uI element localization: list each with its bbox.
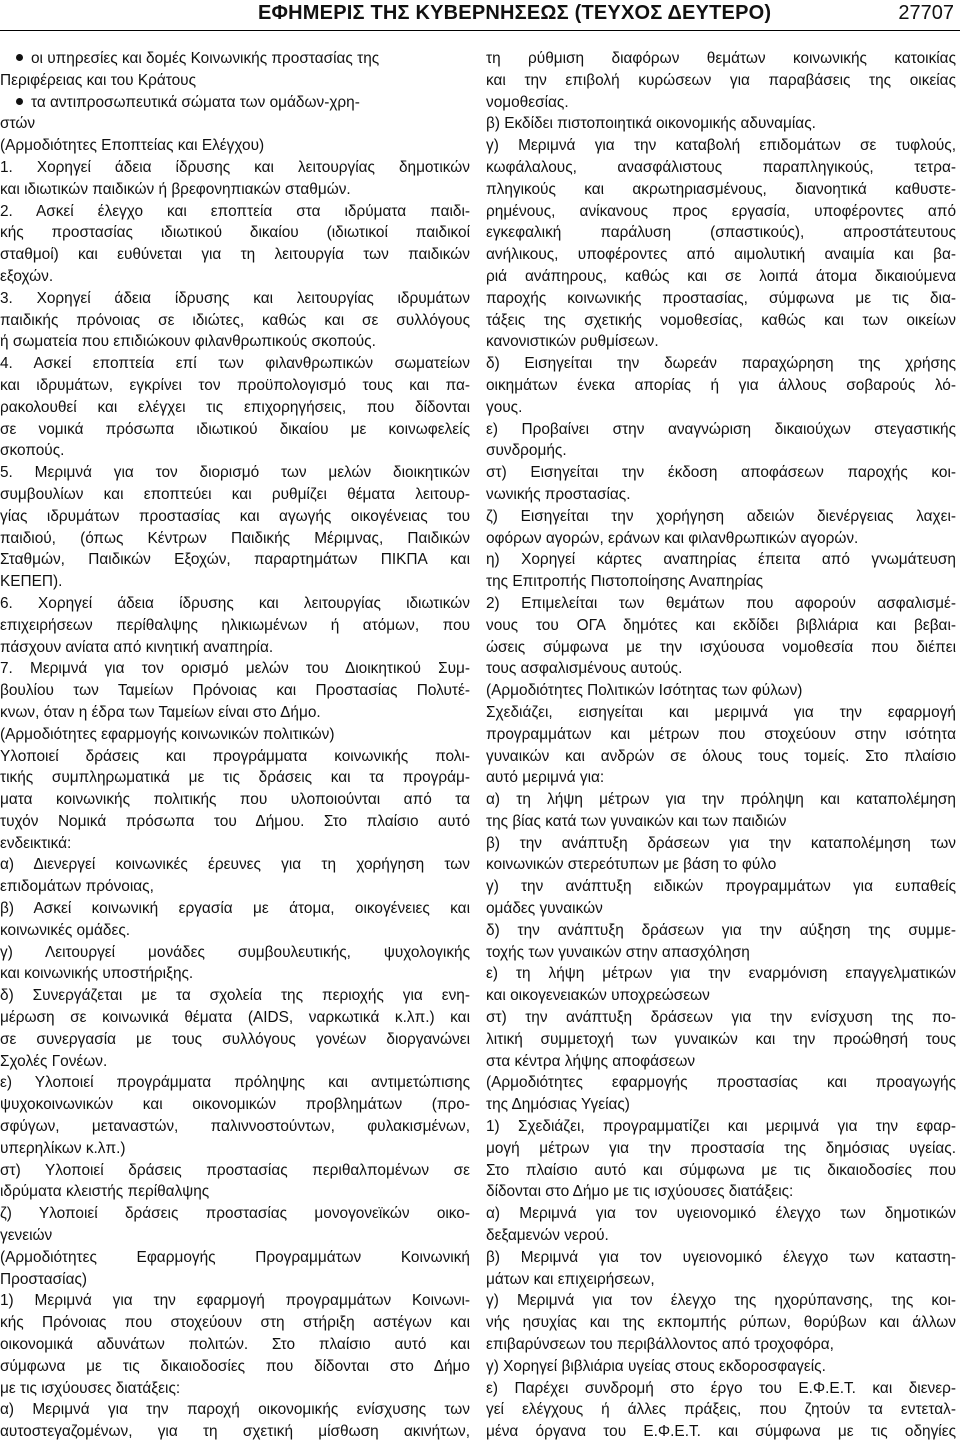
line-text: κής Πρόνοιας που στοχεύουν στη στήριξη αστέγων και — [0, 1314, 470, 1332]
line-text: 2) Επιμελείται των θεμάτων που αφορούν ασφαλισμέ- — [486, 594, 956, 612]
line-text: α) τη λήψη μέτρων για την πρόληψη και καταπολέμηση — [486, 791, 956, 809]
line-text: (Αρμοδιότητες εφαρμογής προστασίας και προαγωγής — [486, 1074, 956, 1092]
line-text: β) την ανάπτυξη δράσεων για την καταπολέμηση των — [486, 834, 956, 852]
text-line — [0, 724, 470, 746]
line-text: σκοπούς. — [0, 442, 65, 460]
text-line — [0, 135, 470, 157]
text-line — [486, 462, 956, 484]
text-line — [486, 1203, 956, 1225]
line-text: στών — [0, 115, 36, 133]
text-line — [486, 1421, 956, 1443]
line-text: 6. Χορηγεί άδεια ίδρυσης και λειτουργίας ιδιωτικών — [0, 594, 470, 612]
line-text: 2. Ασκεί έλεγχο και εποπτεία στα ιδρύματα παιδι- — [0, 202, 470, 220]
line-text: (Αρμοδιότητες Εφαρμογής Προγραμμάτων Κοινωνική — [0, 1248, 470, 1266]
line-text: και ιδιωτικών παιδικών ή βρεφονηπιακών σταθμών. — [0, 180, 351, 198]
text-line — [486, 1116, 956, 1138]
text-line — [486, 157, 956, 179]
line-text: κνων, όταν η έδρα των Ταμείων είναι στο Δήμο. — [0, 703, 321, 721]
line-text: α) Μεριμνά για την παροχή οικονομικής ενίσχυσης των — [0, 1401, 470, 1419]
line-text: τικής συμπληρωματικά με τις δράσεις και τα προγράμ- — [0, 769, 470, 787]
line-text: ενδεικτικά: — [0, 834, 72, 852]
text-line — [486, 942, 956, 964]
line-text: της Επιτροπής Πιστοποίησης Αναπηρίας — [486, 573, 764, 591]
text-line — [0, 484, 470, 506]
text-line — [486, 854, 956, 876]
line-text: 5. Μεριμνά για τον διορισμό των μελών διοικητικών — [0, 464, 470, 482]
text-line — [0, 375, 470, 397]
text-line — [0, 222, 470, 244]
line-text: β) Εκδίδει πιστοποιητικά οικονομικής αδυναμίας. — [486, 115, 816, 133]
line-text: κοινωνικές ομάδες. — [0, 921, 131, 939]
text-line — [0, 876, 470, 898]
text-line — [0, 571, 470, 593]
text-line — [486, 1051, 956, 1073]
line-text: β) Μεριμνά για τον υγειονομικό έλεγχο των καταστη- — [486, 1248, 956, 1266]
text-line — [486, 1356, 956, 1378]
text-line — [486, 1399, 956, 1421]
text-line — [486, 440, 956, 462]
bullet-icon — [16, 54, 23, 61]
line-text: οι υπηρεσίες και δομές Κοινωνικής προστασίας της — [31, 50, 380, 67]
line-text: ή σωματεία που επιδιώκουν φιλανθρωπικούς σκοπούς. — [0, 333, 376, 351]
text-line — [0, 528, 470, 550]
page-number: 27707 — [898, 2, 954, 24]
text-line — [0, 157, 470, 179]
text-line — [486, 1181, 956, 1203]
line-text: γους. — [486, 398, 523, 416]
text-line — [0, 1290, 470, 1312]
text-line — [0, 462, 470, 484]
line-text: νομοθεσίας. — [486, 93, 569, 111]
text-line — [486, 201, 956, 223]
text-line — [486, 898, 956, 920]
text-line — [486, 615, 956, 637]
text-line — [0, 397, 470, 419]
text-line — [0, 1225, 470, 1247]
text-line — [0, 1160, 470, 1182]
line-text: υπερηλίκων κ.λπ.) — [0, 1139, 126, 1157]
text-line — [0, 1116, 470, 1138]
line-text: Στο πλαίσιο αυτό και σύμφωνα με τις δικαιοδοσίες που — [486, 1161, 956, 1179]
text-line — [486, 549, 956, 571]
text-line — [0, 746, 470, 768]
line-text: οικημάτων ένεκα απορίας ή για άλλους σοβαρούς λό- — [486, 376, 956, 394]
line-text: τους ασφαλισμένους αυτούς. — [486, 660, 683, 678]
text-line — [486, 92, 956, 114]
text-line — [486, 789, 956, 811]
text-line — [0, 1334, 470, 1356]
line-text: στ) Υλοποιεί δράσεις προστασίας περιθαλπομένων σε — [0, 1161, 470, 1179]
gazette-title: ΕΦΗΜΕΡΙΣ ΤΗΣ ΚΥΒΕΡΝΗΣΕΩΣ (ΤΕΥΧΟΣ ΔΕΥΤΕΡΟ) — [258, 2, 772, 24]
text-line — [0, 942, 470, 964]
line-text: γ) Μεριμνά για τον έλεγχο της ηχορύπανσης, της κοι- — [486, 1292, 956, 1310]
text-line — [0, 593, 470, 615]
text-line — [0, 658, 470, 680]
line-text: και κοινωνικής υποστήριξης. — [0, 965, 194, 983]
line-text: γ) την ανάπτυξη ειδικών προγραμμάτων για ευπαθείς — [486, 878, 956, 896]
line-text: γ) Λειτουργεί μονάδες συμβουλευτικής, ψυχολογικής — [0, 943, 470, 961]
text-line — [486, 506, 956, 528]
text-line — [486, 48, 956, 70]
line-text: ε) Υλοποιεί προγράμματα πρόληψης και αντιμετώπισης — [0, 1074, 470, 1092]
line-text: 7. Μεριμνά για τον ορισμό μελών του Διοικητικού Συμ- — [0, 660, 470, 678]
line-text: (Αρμοδιότητες εφαρμογής κοινωνικών πολιτικών) — [0, 725, 335, 743]
line-text: τα αντιπροσωπευτικά σώματα των ομάδων-χρη- — [31, 93, 360, 111]
text-line — [486, 876, 956, 898]
line-text: αυτό μεριμνά για: — [486, 769, 605, 787]
line-text: παιδικής πρόνοιας σε ιδιώτες, καθώς και σε συλλόγους — [0, 311, 470, 329]
text-line — [486, 397, 956, 419]
line-text: δ) Συνεργάζεται με τα σχολεία της περιοχής για ενη- — [0, 987, 470, 1005]
line-text: συμβουλίων και εποπτεύει και ρυθμίζει θέματα λειτουρ- — [0, 485, 470, 503]
page-header — [0, 0, 960, 32]
line-text: ματα κοινωνικής πολιτικής που υλοποιούνται από τα — [0, 791, 470, 809]
line-text: 1) Μεριμνά για την εφαρμογή προγραμμάτων Κοινωνι- — [0, 1292, 470, 1310]
line-text: ζ) Εισηγείται την χορήγηση αδειών διενέργειας λαχει- — [486, 507, 956, 525]
text-line — [0, 854, 470, 876]
text-line — [486, 985, 956, 1007]
text-line — [0, 506, 470, 528]
text-line — [0, 1051, 470, 1073]
text-line — [486, 179, 956, 201]
text-line — [0, 70, 470, 92]
line-text: ριά ανάπηρους, καθώς και σε λοιπά άτομα δικαιούμενα — [486, 267, 956, 285]
text-line — [0, 702, 470, 724]
text-line — [486, 528, 956, 550]
line-text: ομάδες γυναικών — [486, 900, 603, 918]
line-text: ιδρύματα κλειστής περίθαλψης — [0, 1183, 210, 1201]
line-text: τάξεις της σχετικής νομοθεσίας, καθώς και των οικείων — [486, 311, 956, 329]
text-line — [0, 244, 470, 266]
text-line — [486, 1138, 956, 1160]
text-line — [0, 1356, 470, 1378]
line-text: μέρωση σε κοινωνικά θέματα (AIDS, ναρκωτικά κ.λπ.) και — [0, 1009, 470, 1027]
line-text: δεξαμενών νερού. — [486, 1227, 609, 1245]
line-text: επιχειρήσεων περίθαλψης ηλικιωμένων ή ατόμων, που — [0, 616, 470, 634]
text-line — [486, 963, 956, 985]
text-line — [486, 1378, 956, 1400]
text-line — [486, 419, 956, 441]
text-line — [486, 920, 956, 942]
line-text: προγραμμάτων και μέτρων που στοχεύουν στην ισότητα — [486, 725, 956, 743]
text-line — [0, 1072, 470, 1094]
line-text: Σχολές Γονέων. — [0, 1052, 108, 1070]
text-line — [0, 419, 470, 441]
text-line — [486, 1269, 956, 1291]
line-text: στ) Εισηγείται την έκδοση αποφάσεων παροχής κοι- — [486, 464, 956, 482]
text-line — [0, 1269, 470, 1291]
text-line — [486, 811, 956, 833]
line-text: συνδρομής. — [486, 442, 567, 460]
line-text: Σταθμών, Παιδικών Εξοχών, παραρτημάτων ΠΙΚΠΑ και — [0, 551, 470, 569]
line-text: ψυχοκοινωνικών και οικονομικών προβλημάτων (προ- — [0, 1096, 470, 1114]
text-line — [486, 484, 956, 506]
line-text: μένα όργανα του Ε.Φ.Ε.Τ. και σύμφωνα με τις οδηγίες — [486, 1423, 956, 1441]
line-text: επιδομάτων πρόνοιας, — [0, 878, 154, 896]
text-line — [0, 920, 470, 942]
text-line — [0, 440, 470, 462]
line-text: οφόρων αγορών, εράνων και φιλανθρωπικών αγορών. — [486, 529, 859, 547]
text-line — [0, 1399, 470, 1421]
text-line — [0, 1007, 470, 1029]
line-text: Υλοποιεί δράσεις και προγράμματα κοινωνικής πολι- — [0, 747, 470, 765]
text-line — [486, 1334, 956, 1356]
line-text: κοινωνικών στερεότυπων με βάση το φύλο — [486, 856, 777, 874]
line-text: τοχής των γυναικών στην απασχόληση — [486, 943, 750, 961]
line-text: γυναικών και ανδρών σε όλους τους τομείς. Στο πλαίσιο — [486, 747, 956, 765]
line-text: ε) τη λήψη μέτρων για την εναρμόνιση επαγγελματικών — [486, 965, 956, 983]
text-line — [0, 680, 470, 702]
line-text: α) Μεριμνά για τον υγειονομικό έλεγχο των δημοτικών — [486, 1205, 956, 1223]
line-text: ρημένους, ανίκανους προς εργασία, υποφέροντες από — [486, 202, 956, 220]
text-line — [0, 898, 470, 920]
line-text: σε νομικά πρόσωπα ιδιωτικού δικαίου με κοινωφελείς — [0, 420, 470, 438]
line-text: νωνικής προστασίας. — [486, 485, 631, 503]
text-line — [0, 1203, 470, 1225]
line-text: ε) Παρέχει συνδρομή στο έργο του Ε.Φ.Ε.Τ. και διενερ- — [486, 1379, 956, 1397]
line-text: εξοχών. — [0, 267, 54, 285]
line-text: 4. Ασκεί εποπτεία επί των φιλανθρωπικών σωματείων — [0, 355, 470, 373]
line-text: α) Διενεργεί κοινωνικές έρευνες για τη χορήγηση των — [0, 856, 470, 874]
text-line — [486, 1247, 956, 1269]
line-text: δ) την ανάπτυξη δράσεων για την αύξηση της συμμε- — [486, 921, 956, 939]
line-text: λιτική συμμετοχή των γυναικών και την προώθησή τους — [486, 1030, 956, 1048]
text-line — [486, 135, 956, 157]
right-column — [486, 48, 956, 1443]
line-text: σύμφωνα με τις δικαιοδοσίες που δίδονται στο Δήμο — [0, 1357, 470, 1375]
text-line — [0, 1378, 470, 1400]
text-line — [0, 288, 470, 310]
text-line — [0, 48, 470, 70]
line-text: βουλίου των Ταμείων Πρόνοιας και Προστασίας Πολυτέ- — [0, 682, 470, 700]
line-text: και την επιβολή κυρώσεων για παραβάσεις της οικείας — [486, 71, 956, 89]
line-text: τυχόν Νομικά πρόσωπα του Δήμου. Στο πλαίσιο αυτό — [0, 812, 470, 830]
text-line — [0, 92, 470, 114]
text-line — [0, 985, 470, 1007]
text-line — [486, 1072, 956, 1094]
text-line — [0, 789, 470, 811]
line-text: νους του ΟΓΑ δημότες και εκδίδει βιβλιάρια και βεβαι- — [486, 616, 956, 634]
text-line — [486, 266, 956, 288]
left-column — [0, 48, 470, 1443]
line-text: μάτων και επιχειρήσεων, — [486, 1270, 655, 1288]
text-line — [0, 637, 470, 659]
text-line — [0, 353, 470, 375]
line-text: σταθμοί) και ευθύνεται για τη λειτουργία των παιδικών — [0, 246, 470, 264]
line-text: η) Χορηγεί κάρτες αναπηρίας έπειτα από γνωμάτευση — [486, 551, 956, 569]
line-text: παροχής κοινωνικής προστασίας, σύμφωνα με τις δια- — [486, 289, 956, 307]
text-line — [0, 811, 470, 833]
text-line — [0, 1247, 470, 1269]
line-text: στα κέντρα λήψης αποφάσεων — [486, 1052, 696, 1070]
text-line — [486, 1029, 956, 1051]
text-line — [0, 113, 470, 135]
text-line — [486, 833, 956, 855]
text-line — [0, 179, 470, 201]
text-line — [486, 70, 956, 92]
line-text: 1) Σχεδιάζει, προγραμματίζει και μεριμνά για την εφαρ- — [486, 1118, 956, 1136]
text-line — [486, 1160, 956, 1182]
text-line — [0, 1138, 470, 1160]
line-text: 1. Χορηγεί άδεια ίδρυσης και λειτουργίας δημοτικών — [0, 158, 470, 176]
line-text: ρακολουθεί και ελέγχει τις επιχορηγήσεις, που δίδονται — [0, 398, 470, 416]
line-text: στ) την ανάπτυξη δράσεων για την ενίσχυση της πο- — [486, 1009, 956, 1027]
line-text: και οικογενειακών υποχρεώσεων — [486, 987, 710, 1005]
line-text: δ) Εισηγείται την δωρεάν παραχώρηση της χρήσης — [486, 355, 956, 373]
line-text: Περιφέρειας και του Κράτους — [0, 71, 197, 89]
text-line — [486, 1094, 956, 1116]
line-text: 3. Χορηγεί άδεια ίδρυσης και λειτουργίας ιδρυμάτων — [0, 289, 470, 307]
text-line — [486, 310, 956, 332]
text-line — [0, 833, 470, 855]
line-text: νής ησυχίας και της εκπομπής ρύπων, θορύβων και άλλων — [486, 1314, 956, 1332]
line-text: και ιδρυμάτων, εγκρίνει τον προϋπολογισμό τους και πα- — [0, 376, 470, 394]
text-line — [0, 310, 470, 332]
line-text: παιδιού, (όπως Κέντρων Παιδικής Μέριμνας, Παιδικών — [0, 529, 470, 547]
line-text: γενειών — [0, 1227, 53, 1245]
line-text: με τις ισχύουσες διατάξεις: — [0, 1379, 181, 1397]
line-text: σε συνεργασία με τους συλλόγους γονέων διοργανώνει — [0, 1030, 470, 1048]
text-line — [486, 375, 956, 397]
text-line — [0, 767, 470, 789]
text-line — [0, 201, 470, 223]
line-text: της βίας κατά των γυναικών και των παιδιών — [486, 812, 787, 830]
text-line — [0, 963, 470, 985]
text-line — [486, 658, 956, 680]
line-text: ΚΕΠΕΠ). — [0, 573, 63, 591]
line-text: εγκεφαλική παράλυση (σπαστικούς), απροστάτευτους — [486, 224, 956, 242]
line-text: πληγικούς και ακρωτηριασμένους, διανοητικά καθυστε- — [486, 180, 956, 198]
line-text: σφύγων, μεταναστών, παλιννοστούντων, φυλακισμένων, — [0, 1118, 470, 1136]
text-line — [486, 222, 956, 244]
header-rule — [0, 30, 960, 31]
line-text: ζ) Υλοποιεί δράσεις προστασίας μονογονεϊκών οικο- — [0, 1205, 470, 1223]
line-text: κής προστασίας ιδιωτικού δικαίου (ιδιωτικοί παιδικοί — [0, 224, 470, 242]
text-line — [0, 1094, 470, 1116]
text-line — [0, 1029, 470, 1051]
line-text: ανήλικους, υποφέροντες από αιμολυτική αναιμία και βα- — [486, 246, 956, 264]
text-line — [486, 1312, 956, 1334]
text-line — [486, 353, 956, 375]
line-text: Προστασίας) — [0, 1270, 88, 1288]
text-line — [486, 746, 956, 768]
line-text: γ) Χορηγεί βιβλιάρια υγείας στους εκδοροσφαγείς. — [486, 1357, 826, 1375]
bullet-icon — [16, 98, 23, 105]
text-line — [486, 724, 956, 746]
text-line — [486, 331, 956, 353]
line-text: γεί ελέγχους ή άλλες πράξεις, που ζητούν τα εντεταλ- — [486, 1401, 956, 1419]
text-line — [486, 113, 956, 135]
line-text: μογή μέτρων για την προστασία της δημόσιας υγείας. — [486, 1139, 956, 1157]
text-line — [0, 549, 470, 571]
text-line — [0, 615, 470, 637]
text-line — [486, 637, 956, 659]
line-text: κωφάλαλους, ανασφάλιστους παραπληγικούς, τετρα- — [486, 158, 956, 176]
text-line — [486, 593, 956, 615]
line-text: της Δημόσιας Υγείας) — [486, 1096, 630, 1114]
line-text: αυτοστεγαζομένων, για τη σχετική μίσθωση ακινήτων, — [0, 1423, 470, 1441]
line-text: Σχεδιάζει, εισηγείται και μεριμνά για την εφαρμογή — [486, 703, 956, 721]
text-line — [486, 1007, 956, 1029]
line-text: δίδονται στο Δήμο με τις ισχύουσες διατάξεις: — [486, 1183, 794, 1201]
line-text: τη ρύθμιση διαφόρων θεμάτων κοινωνικής κατοικίας — [486, 50, 956, 67]
text-line — [486, 680, 956, 702]
line-text: ώσεις σύμφωνα με την ισχύουσα νομοθεσία που διέπει — [486, 638, 956, 656]
line-text: (Αρμοδιότητες Εποπτείας και Ελέγχου) — [0, 137, 265, 155]
text-line — [0, 266, 470, 288]
line-text: επιβαρύνσεων του περιβάλλοντος από τροχοφόρα, — [486, 1336, 834, 1354]
text-line — [486, 1225, 956, 1247]
line-text: β) Ασκεί κοινωνική εργασία με άτομα, οικογένειες και — [0, 900, 470, 918]
text-line — [0, 1421, 470, 1443]
text-line — [486, 702, 956, 724]
line-text: ε) Προβαίνει στην αναγνώριση δικαιούχων στεγαστικής — [486, 420, 956, 438]
line-text: γίας ιδρυμάτων προστασίας και αγωγής οικογένειας του — [0, 507, 470, 525]
text-line — [0, 1312, 470, 1334]
text-line — [486, 767, 956, 789]
line-text: οικονομικά αδυνάτων πολιτών. Στο πλαίσιο αυτό και — [0, 1336, 470, 1354]
text-line — [486, 244, 956, 266]
line-text: κανονιστικών ρυθμίσεων. — [486, 333, 659, 351]
line-text: γ) Μεριμνά για την καταβολή επιδομάτων σε τυφλούς, — [486, 137, 956, 155]
text-line — [486, 1290, 956, 1312]
line-text: (Αρμοδιότητες Πολιτικών Ισότητας των φύλων) — [486, 682, 803, 700]
text-line — [0, 331, 470, 353]
text-line — [486, 288, 956, 310]
text-line — [486, 571, 956, 593]
text-line — [0, 1181, 470, 1203]
line-text: πάσχουν ανίατα από κινητική αναπηρία. — [0, 638, 274, 656]
